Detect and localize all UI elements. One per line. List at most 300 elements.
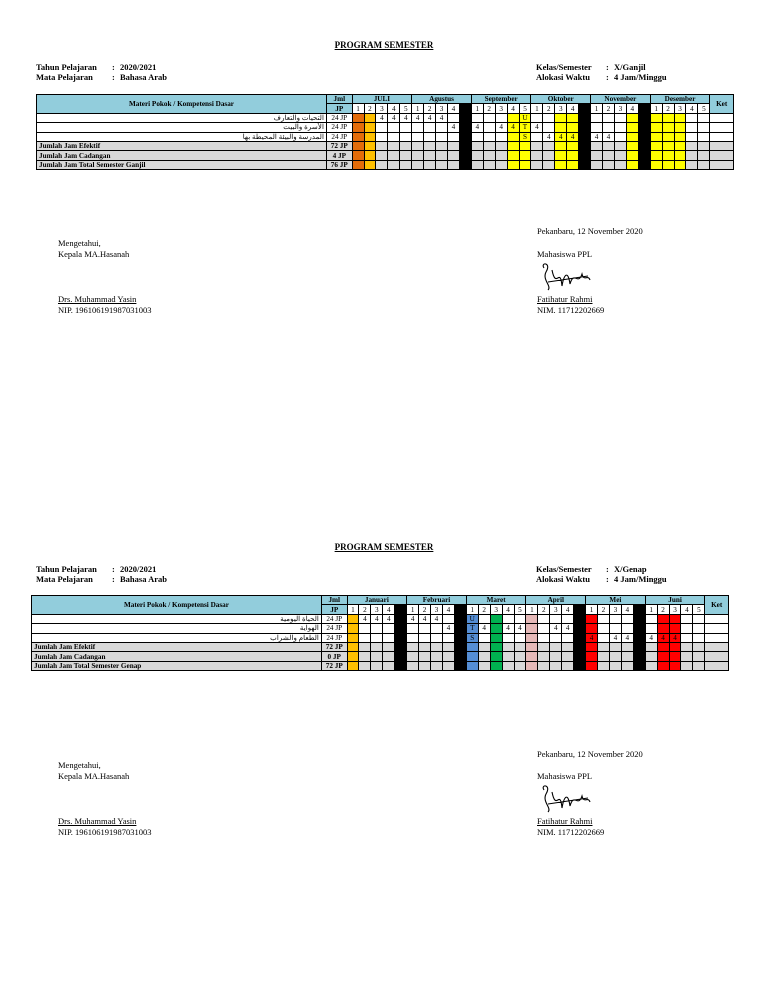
week-cell: T bbox=[519, 123, 531, 132]
week-cell bbox=[550, 652, 562, 661]
week-cell bbox=[395, 661, 407, 670]
week-cell: 4 bbox=[412, 113, 424, 122]
week-cell: 4 bbox=[407, 614, 419, 623]
week-cell bbox=[657, 624, 669, 633]
week-cell: 4 bbox=[359, 614, 371, 623]
week-cell bbox=[550, 614, 562, 623]
week-cell bbox=[359, 642, 371, 651]
ket-cell bbox=[705, 614, 729, 623]
week-number: 3 bbox=[555, 104, 567, 113]
jp-cell: 4 JP bbox=[327, 151, 353, 160]
jp-cell: 72 JP bbox=[321, 642, 347, 651]
week-cell bbox=[621, 642, 633, 651]
week-number: 3 bbox=[431, 605, 443, 614]
week-cell bbox=[431, 652, 443, 661]
week-number: 4 bbox=[621, 605, 633, 614]
week-cell bbox=[633, 614, 645, 623]
week-cell bbox=[419, 661, 431, 670]
week-cell bbox=[621, 624, 633, 633]
week-cell bbox=[681, 661, 693, 670]
week-cell bbox=[395, 624, 407, 633]
week-number: 4 bbox=[507, 104, 519, 113]
week-cell bbox=[526, 633, 538, 642]
week-cell bbox=[514, 633, 526, 642]
week-cell bbox=[598, 614, 610, 623]
week-cell bbox=[598, 633, 610, 642]
week-cell bbox=[586, 614, 598, 623]
week-cell bbox=[490, 624, 502, 633]
week-cell bbox=[419, 624, 431, 633]
week-cell: 4 bbox=[459, 123, 471, 132]
week-cell bbox=[657, 661, 669, 670]
mengetahui-text: Mengetahui, bbox=[58, 238, 101, 248]
mengetahui-text: Mengetahui, bbox=[58, 760, 101, 770]
week-cell bbox=[598, 652, 610, 661]
jp-cell: 72 JP bbox=[321, 661, 347, 670]
week-cell bbox=[681, 614, 693, 623]
week-cell: 4 bbox=[400, 113, 412, 122]
ket-cell bbox=[705, 624, 729, 633]
mhs-nim: NIM. 11712202669 bbox=[537, 826, 605, 837]
month-header: Agustus bbox=[412, 95, 472, 104]
ket-header: Ket bbox=[710, 95, 734, 114]
week-number: 3 bbox=[674, 104, 686, 113]
week-number: 5 bbox=[514, 605, 526, 614]
week-cell: 4 bbox=[442, 624, 454, 633]
week-cell: U bbox=[519, 113, 531, 122]
header-left: Tahun Pelajaran : 2020/2021 Mata Pelajaran : Bahasa Arab bbox=[36, 62, 167, 82]
week-cell bbox=[371, 642, 383, 651]
week-cell bbox=[454, 642, 466, 651]
week-number: 4 bbox=[562, 605, 574, 614]
table-row bbox=[32, 652, 729, 661]
week-number: 4 bbox=[686, 104, 698, 113]
week-cell bbox=[383, 652, 395, 661]
materi-cell: المدرسة والبيئة المحيطة بها bbox=[37, 132, 327, 141]
alokasi-value: 4 Jam/Minggu bbox=[614, 72, 667, 82]
week-cell bbox=[657, 614, 669, 623]
week-cell bbox=[526, 624, 538, 633]
week-cell bbox=[359, 624, 371, 633]
materi-cell: Jumlah Jam Efektif bbox=[37, 141, 327, 150]
place-date-2: Pekanbaru, 12 November 2020 bbox=[537, 749, 643, 759]
week-cell bbox=[407, 661, 419, 670]
week-number: 5 bbox=[693, 605, 705, 614]
ket-header: Ket bbox=[705, 596, 729, 615]
week-cell bbox=[478, 661, 490, 670]
week-cell bbox=[645, 642, 657, 651]
week-number: 4 bbox=[681, 605, 693, 614]
week-cell: S bbox=[519, 132, 531, 141]
week-cell: T bbox=[466, 624, 478, 633]
jp-header: JP bbox=[327, 104, 353, 113]
week-cell bbox=[562, 642, 574, 651]
jp-cell: 24 JP bbox=[327, 132, 353, 141]
mapel-label: Mata Pelajaran bbox=[36, 574, 93, 584]
week-cell bbox=[693, 614, 705, 623]
month-header: Mei bbox=[586, 596, 646, 605]
week-cell bbox=[514, 661, 526, 670]
week-number: 3 bbox=[550, 605, 562, 614]
month-header: Februari bbox=[407, 596, 467, 605]
week-cell: 4 bbox=[376, 113, 388, 122]
table-row bbox=[32, 614, 729, 623]
week-cell bbox=[693, 624, 705, 633]
week-cell bbox=[574, 642, 586, 651]
week-number: 1 bbox=[407, 605, 419, 614]
kelas-label: Kelas/Semester bbox=[536, 564, 592, 574]
week-number: 2 bbox=[483, 104, 495, 113]
week-cell bbox=[395, 614, 407, 623]
week-cell bbox=[454, 624, 466, 633]
week-cell bbox=[574, 633, 586, 642]
week-cell bbox=[347, 624, 359, 633]
tahun-label: Tahun Pelajaran bbox=[36, 62, 97, 72]
ket-cell bbox=[705, 642, 729, 651]
week-cell bbox=[490, 661, 502, 670]
kepala-sign-block-2 bbox=[58, 816, 152, 837]
week-cell bbox=[431, 642, 443, 651]
kepala-nip: NIP. 196106191987031003 bbox=[58, 826, 152, 837]
week-cell: 4 bbox=[507, 123, 519, 132]
week-cell bbox=[669, 624, 681, 633]
week-cell bbox=[526, 652, 538, 661]
header-left-2: Tahun Pelajaran : 2020/2021 Mata Pelajaran : Bahasa Arab bbox=[36, 564, 167, 584]
week-cell bbox=[669, 642, 681, 651]
week-cell bbox=[562, 614, 574, 623]
mhs-role-2: Mahasiswa PPL bbox=[537, 771, 593, 781]
week-number: 3 bbox=[669, 605, 681, 614]
week-cell bbox=[586, 624, 598, 633]
week-cell bbox=[633, 624, 645, 633]
week-cell: 4 bbox=[448, 123, 460, 132]
week-cell bbox=[407, 624, 419, 633]
materi-cell: Jumlah Jam Cadangan bbox=[32, 652, 322, 661]
week-cell: 4 bbox=[371, 614, 383, 623]
week-cell bbox=[478, 633, 490, 642]
mhs-role: Mahasiswa PPL bbox=[537, 249, 593, 259]
tahun-value: 2020/2021 bbox=[120, 62, 157, 72]
week-cell bbox=[514, 642, 526, 651]
week-cell bbox=[681, 642, 693, 651]
jp-cell: 76 JP bbox=[327, 160, 353, 169]
week-number: 2 bbox=[602, 104, 614, 113]
program-table-genap bbox=[31, 595, 729, 671]
tahun-value: 2020/2021 bbox=[120, 564, 157, 574]
week-cell: 4 bbox=[471, 123, 483, 132]
week-cell: 4 bbox=[657, 633, 669, 642]
mapel-value: Bahasa Arab bbox=[120, 574, 167, 584]
week-cell bbox=[562, 633, 574, 642]
materi-header: Materi Pokok / Kompetensi Dasar bbox=[32, 596, 322, 615]
week-number: 1 bbox=[352, 104, 364, 113]
week-cell bbox=[442, 661, 454, 670]
week-cell bbox=[609, 661, 621, 670]
week-number: 1 bbox=[645, 605, 657, 614]
week-cell bbox=[419, 652, 431, 661]
week-number: 1 bbox=[466, 605, 478, 614]
week-cell bbox=[693, 633, 705, 642]
week-cell: 4 bbox=[478, 624, 490, 633]
kepala-block-2 bbox=[58, 760, 129, 781]
month-header: Januari bbox=[347, 596, 407, 605]
materi-header: Materi Pokok / Kompetensi Dasar bbox=[37, 95, 327, 114]
materi-cell: الأسرة والبيت bbox=[37, 123, 327, 132]
week-cell: 4 bbox=[609, 633, 621, 642]
week-cell bbox=[514, 652, 526, 661]
week-number: 4 bbox=[383, 605, 395, 614]
week-cell bbox=[657, 642, 669, 651]
week-number: 4 bbox=[448, 104, 460, 113]
week-cell bbox=[598, 642, 610, 651]
ket-cell bbox=[705, 633, 729, 642]
week-number: 1 bbox=[471, 104, 483, 113]
week-cell: 4 bbox=[502, 624, 514, 633]
week-cell bbox=[609, 614, 621, 623]
week-cell bbox=[442, 642, 454, 651]
week-cell bbox=[407, 652, 419, 661]
week-cell bbox=[502, 633, 514, 642]
week-number: 2 bbox=[364, 104, 376, 113]
week-cell: 4 bbox=[514, 624, 526, 633]
week-cell bbox=[693, 642, 705, 651]
ket-cell bbox=[705, 652, 729, 661]
week-cell bbox=[645, 661, 657, 670]
week-number: 5 bbox=[698, 104, 710, 113]
week-cell bbox=[633, 661, 645, 670]
week-cell bbox=[419, 633, 431, 642]
week-cell bbox=[395, 652, 407, 661]
week-cell bbox=[645, 614, 657, 623]
week-cell bbox=[586, 642, 598, 651]
kepala-title: Kepala MA.Hasanah bbox=[58, 248, 130, 259]
week-cell bbox=[407, 633, 419, 642]
week-cell bbox=[693, 652, 705, 661]
week-cell bbox=[526, 642, 538, 651]
week-number: 3 bbox=[614, 104, 626, 113]
jp-cell: 72 JP bbox=[327, 141, 353, 150]
week-cell: 4 bbox=[591, 132, 603, 141]
page-title-2: PROGRAM SEMESTER bbox=[334, 542, 434, 552]
week-number: 4 bbox=[388, 104, 400, 113]
month-header: September bbox=[471, 95, 531, 104]
alokasi-value: 4 Jam/Minggu bbox=[614, 574, 667, 584]
week-cell bbox=[526, 614, 538, 623]
month-header: Desember bbox=[650, 95, 710, 104]
week-cell: 4 bbox=[419, 614, 431, 623]
week-cell: 4 bbox=[431, 614, 443, 623]
week-cell bbox=[621, 661, 633, 670]
materi-cell: Jumlah Jam Total Semester Genap bbox=[32, 661, 322, 670]
week-cell bbox=[371, 652, 383, 661]
week-cell bbox=[502, 642, 514, 651]
week-cell bbox=[538, 661, 550, 670]
week-cell: 4 bbox=[567, 132, 579, 141]
week-cell bbox=[621, 614, 633, 623]
kepala-nip: NIP. 196106191987031003 bbox=[58, 304, 152, 315]
week-cell bbox=[502, 614, 514, 623]
week-cell: 4 bbox=[555, 132, 567, 141]
jp-cell: 24 JP bbox=[327, 123, 353, 132]
mapel-value: Bahasa Arab bbox=[120, 72, 167, 82]
materi-cell: Jumlah Jam Total Semester Ganjil bbox=[37, 160, 327, 169]
week-cell bbox=[681, 624, 693, 633]
week-cell bbox=[478, 652, 490, 661]
week-cell: 4 bbox=[645, 633, 657, 642]
week-cell bbox=[442, 633, 454, 642]
week-cell bbox=[442, 652, 454, 661]
mhs-nim: NIM. 11712202669 bbox=[537, 304, 605, 315]
week-cell bbox=[347, 661, 359, 670]
mhs-name: Fatihatur Rahmi bbox=[537, 816, 593, 826]
holiday-column bbox=[574, 605, 586, 614]
week-cell bbox=[454, 633, 466, 642]
week-cell bbox=[454, 661, 466, 670]
week-cell bbox=[550, 661, 562, 670]
week-cell: S bbox=[466, 633, 478, 642]
week-cell bbox=[574, 661, 586, 670]
week-cell bbox=[383, 661, 395, 670]
week-cell bbox=[359, 661, 371, 670]
jp-cell: 24 JP bbox=[321, 624, 347, 633]
week-cell bbox=[609, 652, 621, 661]
week-number: 3 bbox=[490, 605, 502, 614]
week-number: 2 bbox=[538, 605, 550, 614]
holiday-column bbox=[633, 605, 645, 614]
week-cell: 4 bbox=[550, 624, 562, 633]
week-number: 4 bbox=[502, 605, 514, 614]
week-cell bbox=[371, 633, 383, 642]
week-cell: 4 bbox=[495, 123, 507, 132]
materi-cell: الطعام والشراب bbox=[32, 633, 322, 642]
week-cell bbox=[383, 624, 395, 633]
week-cell bbox=[538, 614, 550, 623]
week-cell bbox=[514, 614, 526, 623]
week-cell bbox=[359, 633, 371, 642]
month-header: Oktober bbox=[531, 95, 591, 104]
week-cell bbox=[657, 652, 669, 661]
kepala-name: Drs. Muhammad Yasin bbox=[58, 816, 137, 826]
week-cell bbox=[347, 652, 359, 661]
week-cell bbox=[645, 624, 657, 633]
week-cell bbox=[490, 614, 502, 623]
materi-cell: الحياة اليومية bbox=[32, 614, 322, 623]
holiday-column bbox=[454, 605, 466, 614]
week-cell bbox=[431, 624, 443, 633]
week-cell: 4 bbox=[586, 633, 598, 642]
holiday-column bbox=[395, 605, 407, 614]
week-number: 1 bbox=[531, 104, 543, 113]
week-cell bbox=[383, 642, 395, 651]
week-cell bbox=[431, 633, 443, 642]
week-cell bbox=[466, 642, 478, 651]
week-cell: 4 bbox=[602, 132, 614, 141]
table-row bbox=[32, 661, 729, 670]
jp-cell: 24 JP bbox=[321, 633, 347, 642]
table-row bbox=[32, 642, 729, 651]
week-cell: 4 bbox=[562, 624, 574, 633]
jp-cell: 24 JP bbox=[321, 614, 347, 623]
week-cell bbox=[621, 652, 633, 661]
week-cell bbox=[633, 642, 645, 651]
week-cell bbox=[574, 614, 586, 623]
week-cell: 4 bbox=[424, 113, 436, 122]
materi-cell: Jumlah Jam Efektif bbox=[32, 642, 322, 651]
jp-cell: 24 JP bbox=[327, 113, 353, 122]
place-date: Pekanbaru, 12 November 2020 bbox=[537, 226, 643, 236]
week-cell bbox=[645, 652, 657, 661]
mhs-sign-block-2 bbox=[537, 816, 604, 837]
week-cell: 4 bbox=[669, 633, 681, 642]
jp-cell: 0 JP bbox=[321, 652, 347, 661]
week-number: 3 bbox=[376, 104, 388, 113]
week-cell: U bbox=[466, 614, 478, 623]
week-cell bbox=[574, 624, 586, 633]
week-cell bbox=[478, 614, 490, 623]
kelas-value: X/Genap bbox=[614, 564, 647, 574]
table-row bbox=[32, 633, 729, 642]
week-number: 1 bbox=[650, 104, 662, 113]
week-number: 4 bbox=[567, 104, 579, 113]
signature-image-2 bbox=[538, 782, 594, 818]
week-cell bbox=[586, 652, 598, 661]
week-cell bbox=[466, 652, 478, 661]
week-cell bbox=[478, 642, 490, 651]
week-cell bbox=[681, 633, 693, 642]
month-header: JULI bbox=[352, 95, 412, 104]
week-cell bbox=[550, 633, 562, 642]
alokasi-label: Alokasi Waktu bbox=[536, 574, 590, 584]
week-cell bbox=[395, 642, 407, 651]
week-cell bbox=[669, 614, 681, 623]
week-cell bbox=[669, 652, 681, 661]
week-number: 2 bbox=[424, 104, 436, 113]
header-right: Kelas/Semester : X/Ganjil Alokasi Waktu : 4 Jam/Minggu bbox=[536, 62, 667, 82]
week-number: 4 bbox=[626, 104, 638, 113]
week-cell bbox=[466, 661, 478, 670]
week-cell bbox=[454, 652, 466, 661]
week-cell bbox=[609, 642, 621, 651]
week-cell: 4 bbox=[436, 113, 448, 122]
week-cell bbox=[347, 642, 359, 651]
month-header: November bbox=[591, 95, 651, 104]
week-cell bbox=[490, 652, 502, 661]
week-number: 2 bbox=[543, 104, 555, 113]
week-cell bbox=[490, 633, 502, 642]
week-cell bbox=[347, 614, 359, 623]
week-cell bbox=[693, 661, 705, 670]
week-cell bbox=[586, 661, 598, 670]
jp-header: JP bbox=[321, 605, 347, 614]
week-cell bbox=[371, 661, 383, 670]
page-title: PROGRAM SEMESTER bbox=[334, 40, 434, 50]
month-header: April bbox=[526, 596, 586, 605]
week-number: 5 bbox=[400, 104, 412, 113]
week-number: 3 bbox=[371, 605, 383, 614]
week-cell bbox=[633, 633, 645, 642]
week-cell bbox=[681, 652, 693, 661]
week-cell bbox=[669, 661, 681, 670]
week-cell: 4 bbox=[543, 132, 555, 141]
materi-cell: Jumlah Jam Cadangan bbox=[37, 151, 327, 160]
tahun-label: Tahun Pelajaran bbox=[36, 564, 97, 574]
week-cell bbox=[502, 661, 514, 670]
week-cell: 4 bbox=[621, 633, 633, 642]
month-header: Maret bbox=[466, 596, 526, 605]
kelas-label: Kelas/Semester bbox=[536, 62, 592, 72]
week-cell bbox=[431, 661, 443, 670]
week-number: 1 bbox=[412, 104, 424, 113]
